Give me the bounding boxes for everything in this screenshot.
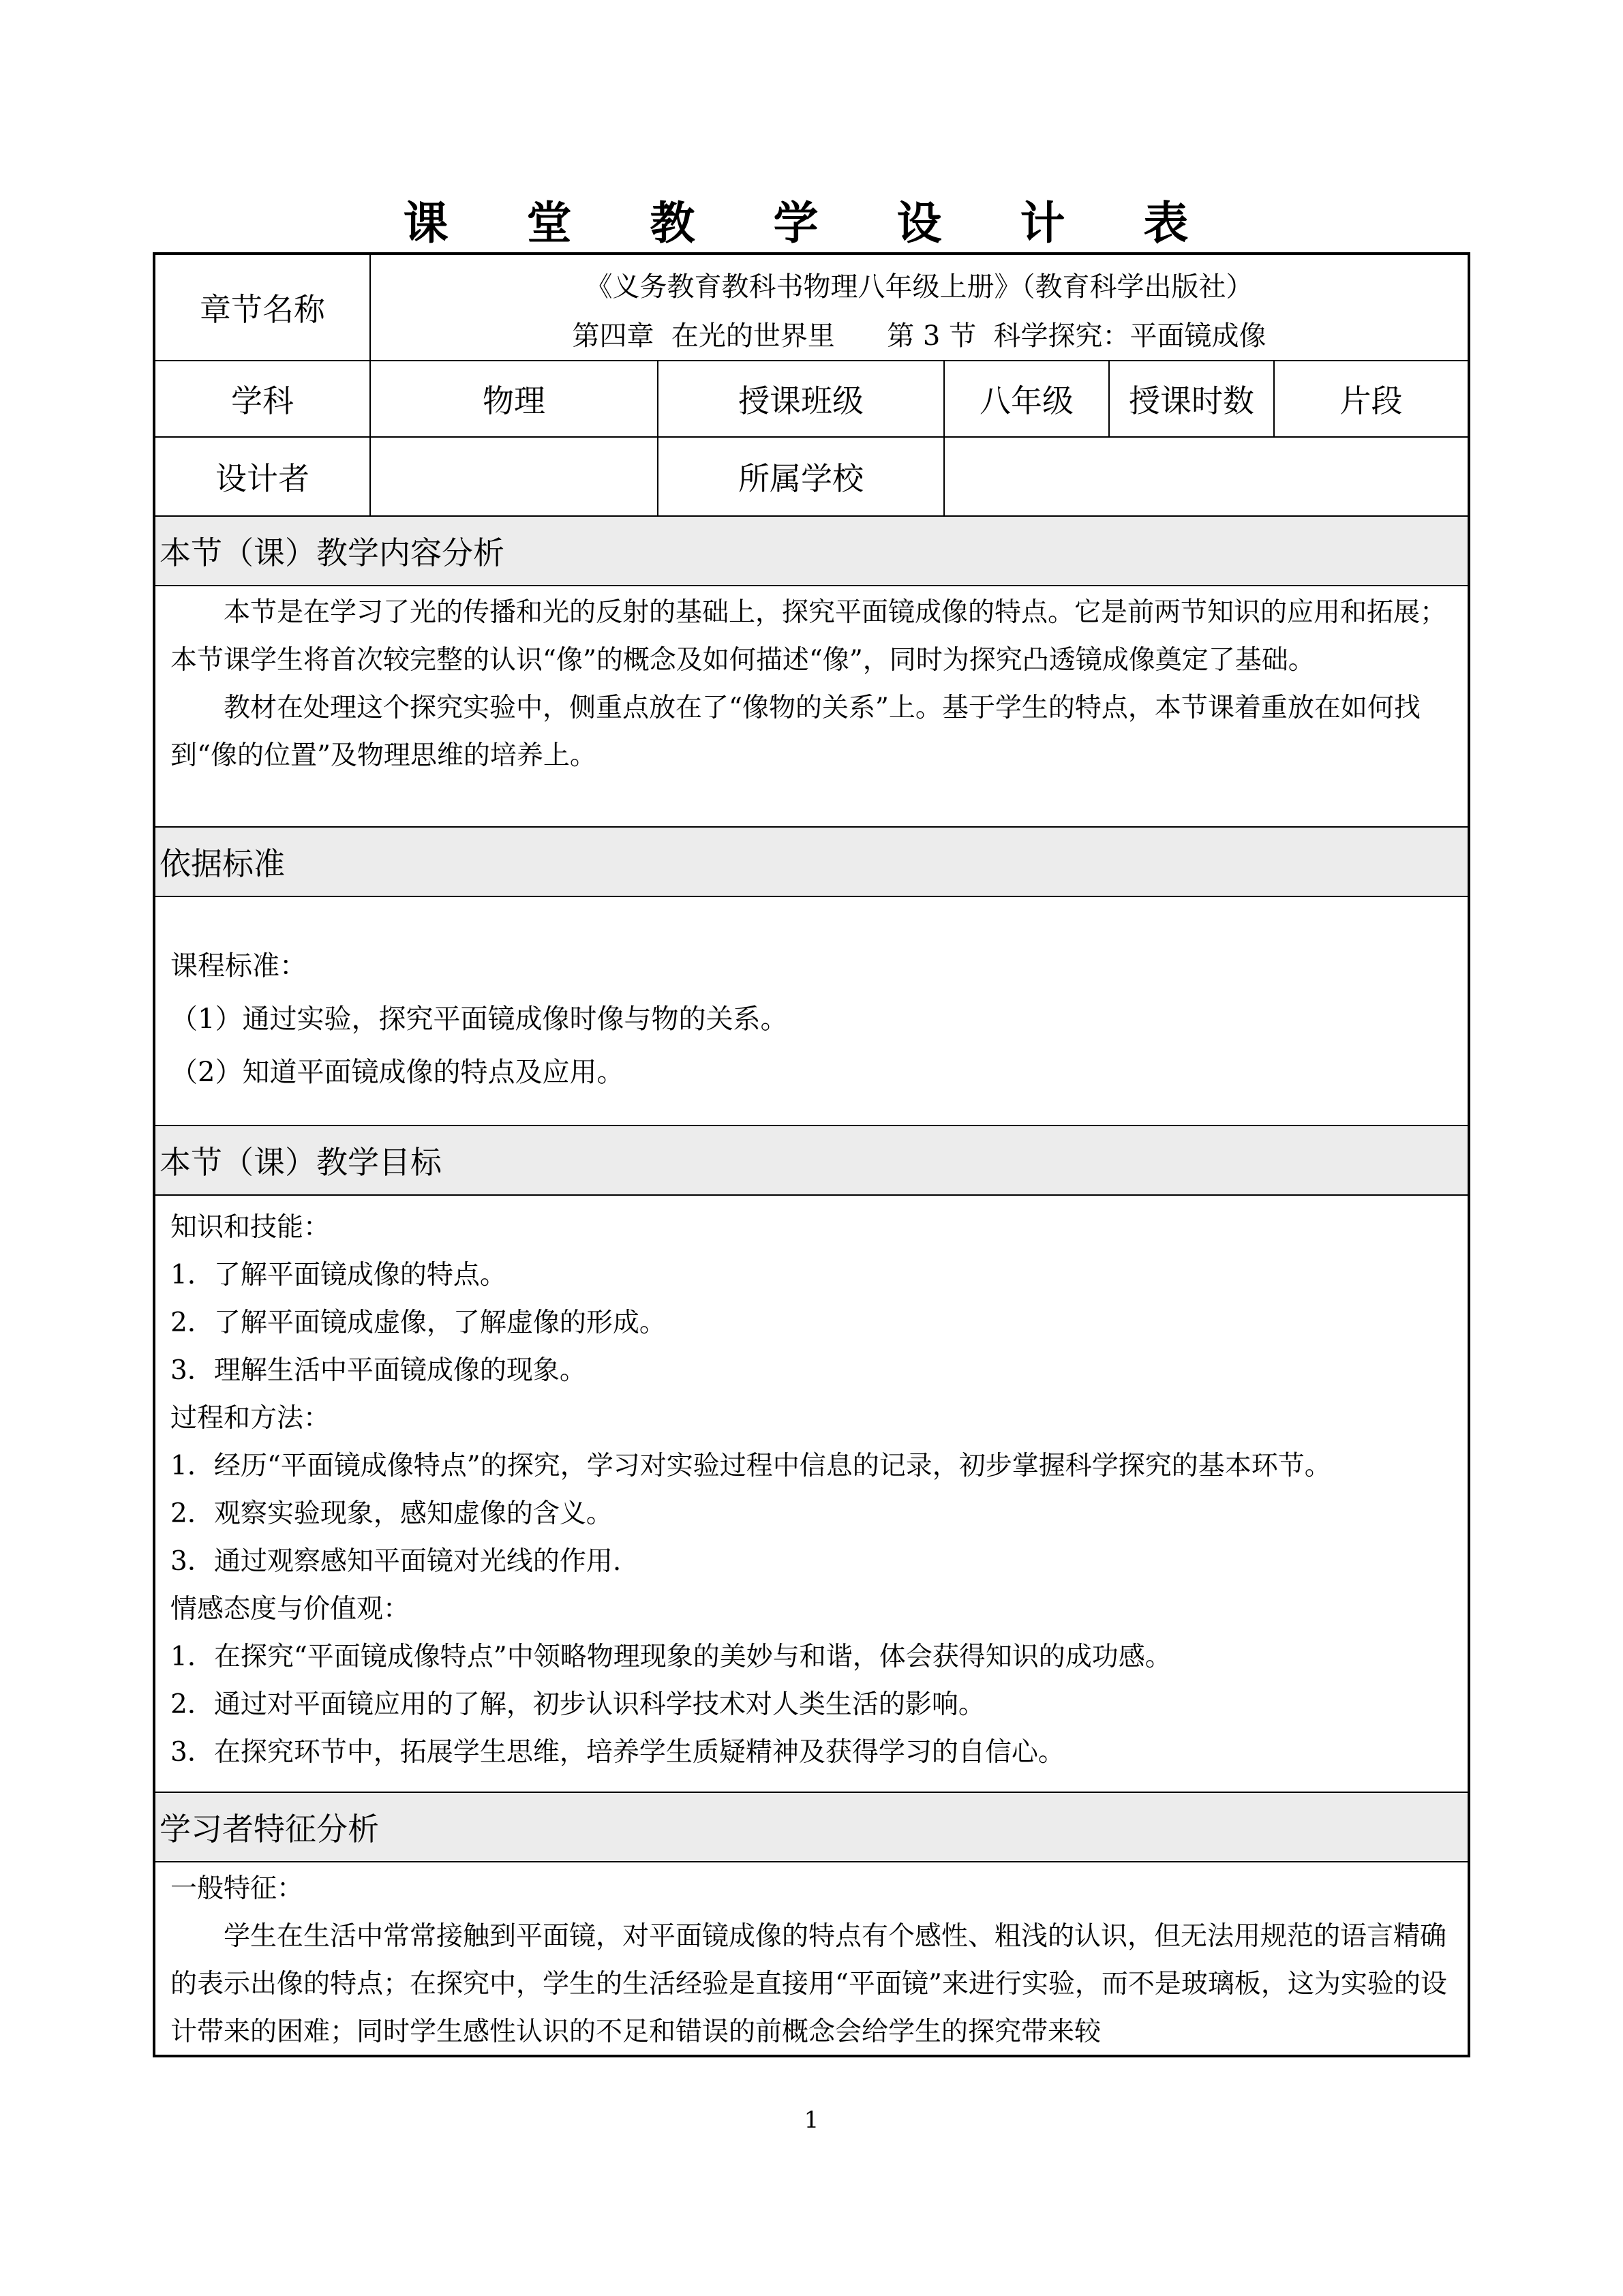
chapter-line-1: 《义务教育教科书物理八年级上册》（教育科学出版社） <box>585 271 1254 303</box>
class-value: 八年级 <box>980 382 1074 419</box>
process-label: 过程和方法： <box>170 1403 331 1434</box>
standard-body <box>170 939 1447 1099</box>
knowledge-item: 2．了解平面镜成虚像，了解虚像的形成。 <box>170 1308 666 1338</box>
school-label: 所属学校 <box>738 460 864 497</box>
designer-value <box>371 438 657 515</box>
hours-value: 片段 <box>1339 382 1403 419</box>
content-analysis-heading: 本节（课）教学内容分析 <box>155 517 1468 585</box>
knowledge-item: 3．理解生活中平面镜成像的现象。 <box>170 1355 586 1386</box>
goals-body <box>170 1204 1447 1777</box>
goals-heading: 本节（课）教学目标 <box>155 1126 1468 1194</box>
emotion-item: 3．在探究环节中，拓展学生思维，培养学生质疑精神及获得学习的自信心。 <box>170 1737 1065 1768</box>
emotion-item: 2．通过对平面镜应用的了解，初步认识科学技术对人类生活的影响。 <box>170 1689 985 1720</box>
emotion-label: 情感态度与价值观： <box>170 1594 410 1625</box>
emotion-item: 1．在探究“平面镜成像特点”中领略物理现象的美妙与和谐，体会获得知识的成功感。 <box>170 1642 1172 1672</box>
standard-item: （2）知道平面镜成像的特点及应用。 <box>170 1057 624 1088</box>
process-item: 1．经历“平面镜成像特点”的探究，学习对实验过程中信息的记录，初步掌握科学探究的基本环节。 <box>170 1451 1331 1481</box>
page-title: 课 堂 教 学 设 计 表 <box>403 196 1220 250</box>
class-label: 授课班级 <box>738 382 864 419</box>
subject-value: 物理 <box>483 382 545 419</box>
content-paragraph-1: 本节是在学习了光的传播和光的反射的基础上，探究平面镜成像的特点。它是前两节知识的应用和拓展；本节课学生将首次较完整的认识“像”的概念及如何描述“像”，同时为探究凸透镜成像奠定了基础。 <box>170 597 1447 676</box>
knowledge-label: 知识和技能： <box>170 1212 331 1243</box>
subject-label: 学科 <box>231 382 294 419</box>
standard-label: 课程标准： <box>170 950 307 982</box>
standard-item: （1）通过实验，探究平面镜成像时像与物的关系。 <box>170 1003 788 1035</box>
hours-label: 授课时数 <box>1129 382 1254 419</box>
standard-heading: 依据标准 <box>155 828 1468 896</box>
learner-paragraph: 学生在生活中常常接触到平面镜，对平面镜成像的特点有个感性、粗浅的认识，但无法用规范的语言精确的表示出像的特点；在探究中，学生的生活经验是直接用“平面镜”来进行实验，而不是玻璃板，这为实验的设计带来的困难；同时学生感性认识的不足和错误的前概念会给学生的探究带来较 <box>170 1921 1447 2047</box>
knowledge-item: 1．了解平面镜成像的特点。 <box>170 1260 506 1290</box>
content-paragraph-2: 教材在处理这个探究实验中，侧重点放在了“像物的关系”上。基于学生的特点，本节课着重放在如何找到“像的位置”及物理思维的培养上。 <box>170 693 1421 771</box>
process-item: 2．观察实验现象，感知虚像的含义。 <box>170 1498 613 1529</box>
learner-label: 一般特征： <box>170 1873 304 1904</box>
content-analysis-body <box>170 589 1447 780</box>
page-number: 1 <box>804 2106 819 2134</box>
designer-label: 设计者 <box>215 460 309 497</box>
school-value <box>945 438 1468 515</box>
chapter-label: 章节名称 <box>200 291 325 328</box>
process-item: 3．通过观察感知平面镜对光线的作用. <box>170 1546 622 1577</box>
learner-body <box>170 1865 1447 2056</box>
design-table <box>153 252 1470 2057</box>
learner-heading: 学习者特征分析 <box>155 1793 1468 1861</box>
chapter-line-2: 第四章 在光的世界里 第 3 节 科学探究：平面镜成像 <box>572 320 1266 352</box>
